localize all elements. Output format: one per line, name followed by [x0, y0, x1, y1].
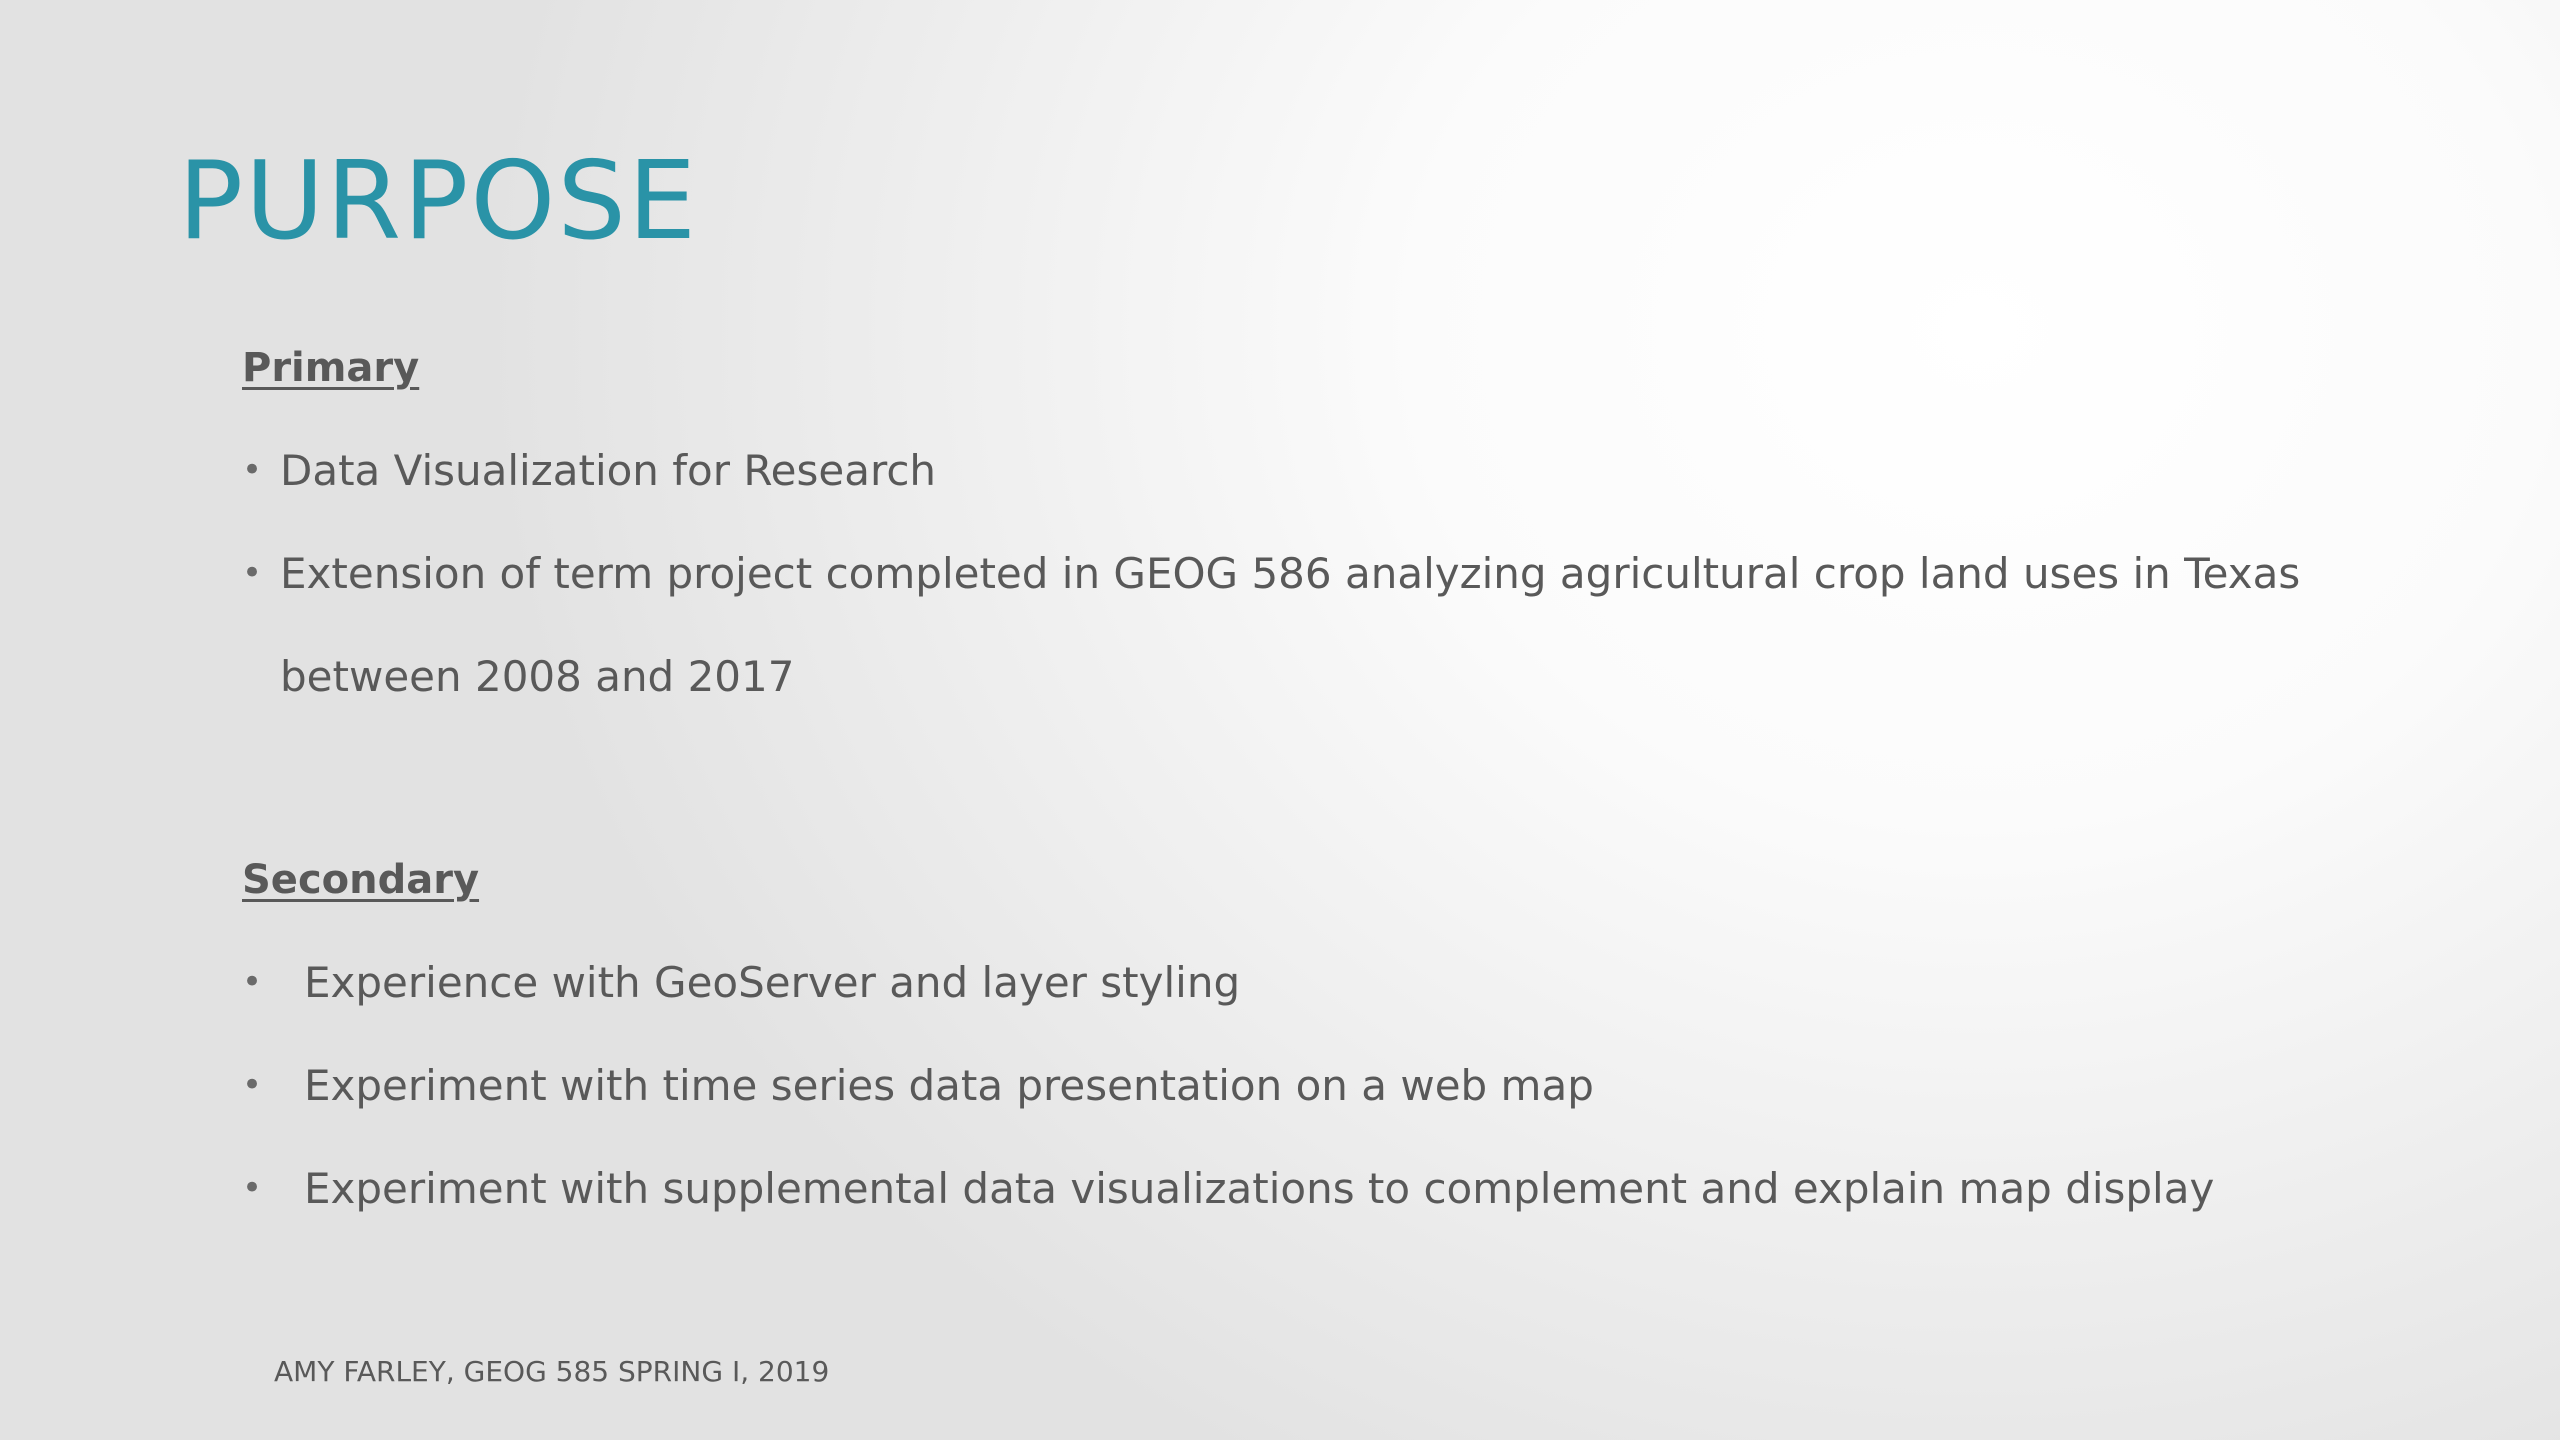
bullet-icon: • — [242, 1168, 263, 1208]
list-item-text: Experience with GeoServer and layer styling — [304, 958, 1241, 1007]
primary-heading: Primary — [242, 345, 420, 391]
list-item-text: Experiment with time series data presentation on a web map — [304, 1061, 1594, 1110]
list-item-continuation — [242, 625, 2300, 728]
slide-footer: AMY FARLEY, GEOG 585 SPRING I, 2019 — [274, 1355, 830, 1388]
secondary-heading: Secondary — [242, 857, 480, 903]
primary-list — [242, 419, 2300, 728]
list-item — [242, 419, 2300, 522]
list-item — [242, 931, 2214, 1034]
secondary-list — [242, 931, 2214, 1240]
list-item — [242, 1137, 2214, 1240]
list-item — [242, 522, 2300, 625]
list-item-text: Extension of term project completed in GEOG 586 analyzing agricultural crop land uses in Texas — [280, 549, 2301, 598]
bullet-icon: • — [242, 1065, 263, 1105]
bullet-icon: • — [242, 450, 263, 490]
slide-title: PURPOSE — [178, 139, 699, 264]
list-item — [242, 1034, 2214, 1137]
list-item-text: between 2008 and 2017 — [280, 652, 795, 701]
bullet-icon: • — [242, 962, 263, 1002]
list-item-text: Data Visualization for Research — [280, 446, 937, 495]
bullet-icon: • — [242, 553, 263, 593]
list-item-text: Experiment with supplemental data visualizations to complement and explain map display — [304, 1164, 2215, 1213]
